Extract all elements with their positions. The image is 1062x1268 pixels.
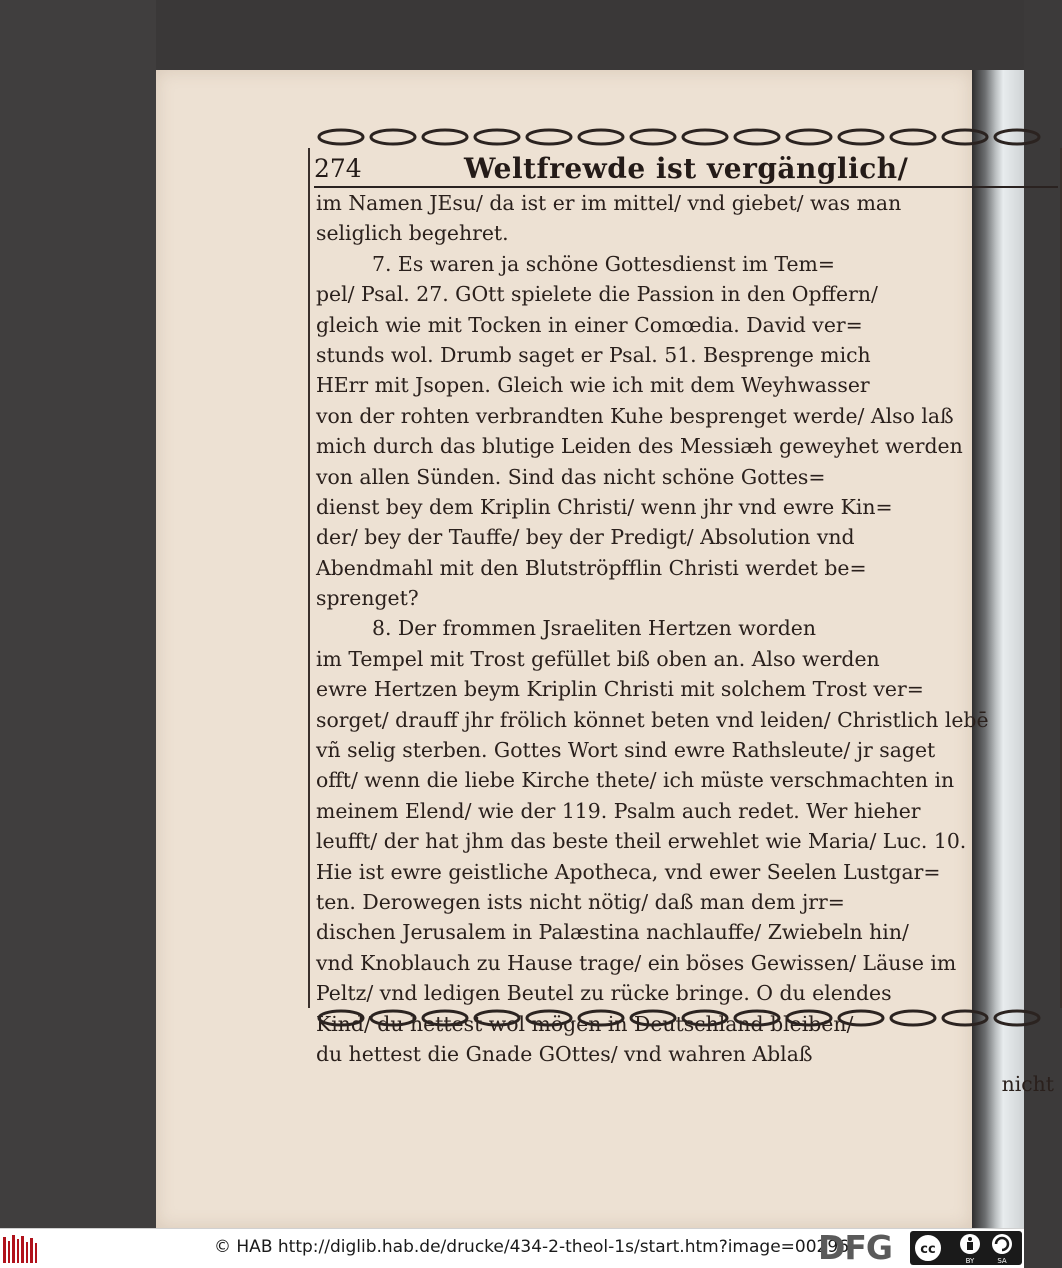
text-line: Kind/ du hettest wol mögen in Deutschland bleiben/ [316, 1011, 854, 1036]
text-line: im Namen JEsu/ da ist er im mittel/ vnd giebet/ was man [316, 191, 902, 215]
text-line: 7. Es waren ja schöne Gottesdienst im Tem= [372, 251, 835, 276]
text-line: du hettest die Gnade GOttes/ vnd wahren Ablaß [316, 1041, 813, 1066]
text-line: vnd Knoblauch zu Hause trage/ ein böses Gewissen/ Läuse im [316, 950, 957, 975]
text-line: Peltz/ vnd ledigen Beutel zu rücke bringe. O du elendes [316, 981, 892, 1006]
top-ornament-border [313, 126, 1057, 148]
bottom-ornament-border [313, 1007, 1057, 1029]
dfg-logo: DFG [818, 1228, 893, 1267]
text-line: Abendmahl mit den Blutströpfflin Christi werdet be= [316, 555, 867, 580]
text-line: von der rohten verbrandten Kuhe besprenget werde/ Also laß [316, 403, 954, 428]
hab-library-icon [2, 1233, 38, 1265]
text-line: sprenget? [316, 586, 419, 611]
text-line: leufft/ der hat jhm das beste theil erwehlet wie Maria/ Luc. 10. [316, 829, 967, 854]
text-line: Hie ist ewre geistliche Apotheca, vnd ewer Seelen Lustgar= [316, 859, 941, 884]
text-line: 8. Der frommen Jsraeliten Hertzen worden [372, 616, 816, 641]
footer-copyright-link[interactable]: © HAB http://diglib.hab.de/drucke/434-2-theol-1s/start.htm?image=00296 [214, 1237, 849, 1257]
page-number: 274 [314, 154, 362, 183]
text-line: vñ selig sterben. Gottes Wort sind ewre Rathsleute/ jr saget [316, 738, 936, 763]
svg-text:cc: cc [920, 1242, 936, 1257]
scan-background-left [0, 0, 156, 1228]
text-line: seliglich begehret. [316, 221, 509, 246]
left-frame-rule [308, 148, 310, 1008]
text-line: HErr mit Jsopen. Gleich wie ich mit dem Weyhwasser [316, 373, 870, 398]
text-line: sorget/ drauff jhr frölich könnet beten vnd leiden/ Christlich lebē [316, 707, 989, 732]
running-head [314, 152, 1058, 188]
running-head-title: Weltfrewde ist vergänglich/ [464, 152, 909, 185]
text-line: der/ bey der Tauffe/ bey der Predigt/ Absolution vnd [316, 525, 855, 550]
body-text [316, 188, 1054, 1100]
by-label: BY [965, 1257, 975, 1265]
text-line: ten. Derowegen ists nicht nötig/ daß man dem jrr= [316, 889, 845, 914]
text-line: dischen Jerusalem in Palæstina nachlauffe/ Zwiebeln hin/ [316, 920, 909, 945]
text-line: pel/ Psal. 27. GOtt spielete die Passion in den Opffern/ [316, 282, 878, 307]
text-line: stunds wol. Drumb saget er Psal. 51. Besprenge mich [316, 342, 871, 367]
sa-label: SA [997, 1257, 1007, 1265]
cc-by-sa-license-icon[interactable] [910, 1231, 1022, 1265]
text-line: ewre Hertzen beym Kriplin Christi mit solchem Trost ver= [316, 677, 924, 702]
text-line: von allen Sünden. Sind das nicht schöne Gottes= [316, 464, 826, 489]
text-line: dienst bey dem Kriplin Christi/ wenn jhr vnd ewre Kin= [316, 494, 893, 519]
footer-bar [0, 1228, 1024, 1268]
text-line: offt/ wenn die liebe Kirche thete/ ich müste verschmachten in [316, 768, 955, 793]
text-line: meinem Elend/ wie der 119. Psalm auch redet. Wer hieher [316, 798, 921, 823]
text-line: mich durch das blutige Leiden des Messiæh geweyhet werden [316, 434, 963, 459]
catchword: nicht [1001, 1072, 1054, 1097]
text-line: gleich wie mit Tocken in einer Comœdia. David ver= [316, 312, 863, 337]
text-line: im Tempel mit Trost gefüllet biß oben an. Also werden [316, 646, 880, 671]
book-page [156, 70, 1054, 1228]
